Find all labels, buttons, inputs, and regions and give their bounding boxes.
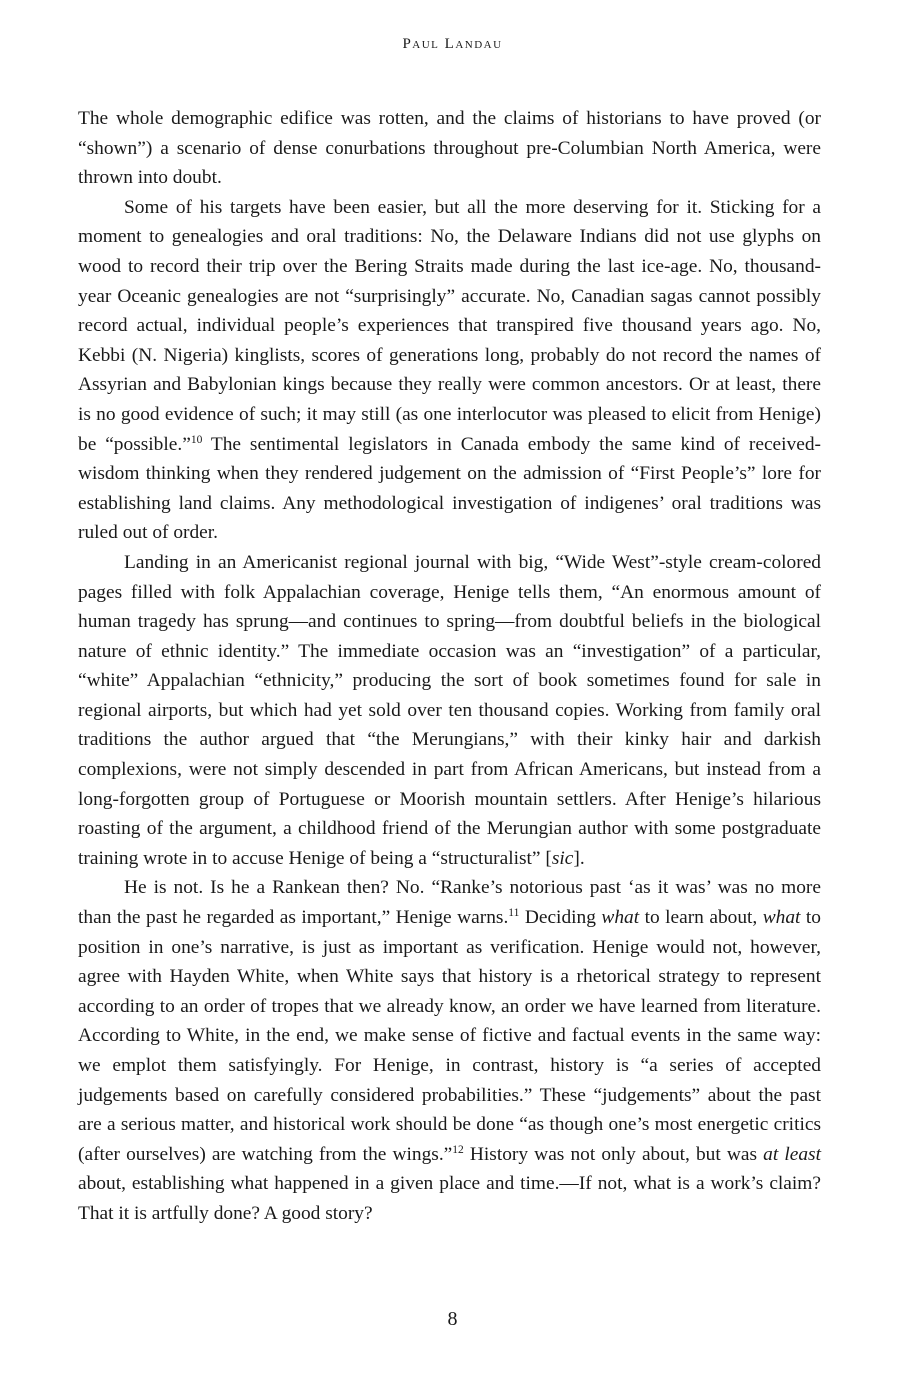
page-number: 8: [447, 1308, 458, 1330]
paragraph-text: about, establishing what happened in a given place and time.—If not, what is a work’s claim? That it is artfully done? A good story?: [78, 1173, 821, 1224]
paragraph-text: Deciding: [519, 907, 602, 929]
paragraph-text: to learn about,: [639, 907, 763, 929]
paragraph-text: Some of his targets have been easier, but all the more deserving for it. Sticking for a moment to genealogies and oral traditions: No, the Delaware Indians did not use glyphs on wood to record their trip over the Bering Straits made during the last ice-age. No, thousand-year Oceanic genealogies are not “surprisingly” accurate. No, Canadian sagas cannot possibly record actual, individual people’s experiences that transpired five thousand years ago. No, Kebbi (N. Nigeria) kinglists, scores of generations long, probably do not record the names of Assyrian and Babylonian kings because they really were common ancestors. Or at least, there is no good evidence of such; it may still (as one interlocutor was pleased to elicit from Henige) be “possible.”: [78, 196, 821, 455]
paragraph-1: [78, 104, 821, 193]
paragraph-text: Landing in an Americanist regional journal with big, “Wide West”-style cream-colored pages filled with folk Appalachian coverage, Henige tells them, “An enormous amount of human tragedy has sprung—and continues to spring—from doubtful beliefs in the biological nature of ethnic identity.” The immediate occasion was an “investigation” of a particular, “white” Appalachian “ethnicity,” producing the sort of book sometimes found for sale in regional airports, but which had yet sold over ten thousand copies. Working from family oral traditions the author argued that “the Merungians,” with their kinky hair and darkish complexions, were not simply descended in part from African Americans, but instead from a long-forgotten group of Portuguese or Moorish mountain settlers. After Henige’s hilarious roasting of the argument, a childhood friend of the Merungian author with some postgraduate training wrote in to accuse Henige of being a “structuralist” [: [78, 551, 821, 869]
paragraph-text: History was not only about, but was: [463, 1143, 764, 1165]
paragraph-text: ].: [573, 847, 585, 869]
footnote-ref-12: 12: [452, 1143, 464, 1156]
italic-at-least: at least: [763, 1143, 821, 1165]
italic-what: what: [762, 907, 801, 929]
paragraph-text: He is not. Is he a Rankean then? No. “Ranke’s notorious past ‘as it was’ was no more than the past he regarded as important,” Henige warns.: [78, 877, 821, 929]
footnote-ref-11: 11: [508, 907, 520, 920]
footnote-ref-10: 10: [190, 433, 203, 446]
paragraph-text: The sentimental legislators in Canada embody the same kind of received-wisdom thinking when they rendered judgement on the admission of “First People’s” lore for establishing land claims. Any methodological investigation of indigenes’ oral traditions was ruled out of order.: [78, 433, 821, 544]
paragraph-4: [78, 873, 821, 1228]
italic-what: what: [601, 907, 640, 929]
italic-sic: sic: [551, 847, 574, 869]
paragraph-2: [78, 193, 821, 548]
running-head: Paul Landau: [402, 36, 503, 52]
paragraph-3: [78, 548, 821, 874]
paragraph-text: The whole demographic edifice was rotten, and the claims of historians to have proved (or “shown”) a scenario of dense conurbations throughout pre-Columbian North America, were thrown into doubt.: [78, 108, 821, 189]
body-text: [78, 104, 821, 1229]
paragraph-text: to position in one’s narrative, is just as important as verification. Henige would not, however, agree with Hayden White, when White says that history is a rhetorical strategy to represent according to an order of tropes that we already know, an order we have learned from literature. According to White, in the end, we make sense of fictive and factual events in the same way: we emplot them satisfyingly. For Henige, in contrast, history is “a series of accepted judgements based on carefully considered probabilities.” These “judgements” about the past are a serious matter, and historical work should be done “as though one’s most energetic critics (after ourselves) are watching from the wings.”: [78, 907, 821, 1165]
